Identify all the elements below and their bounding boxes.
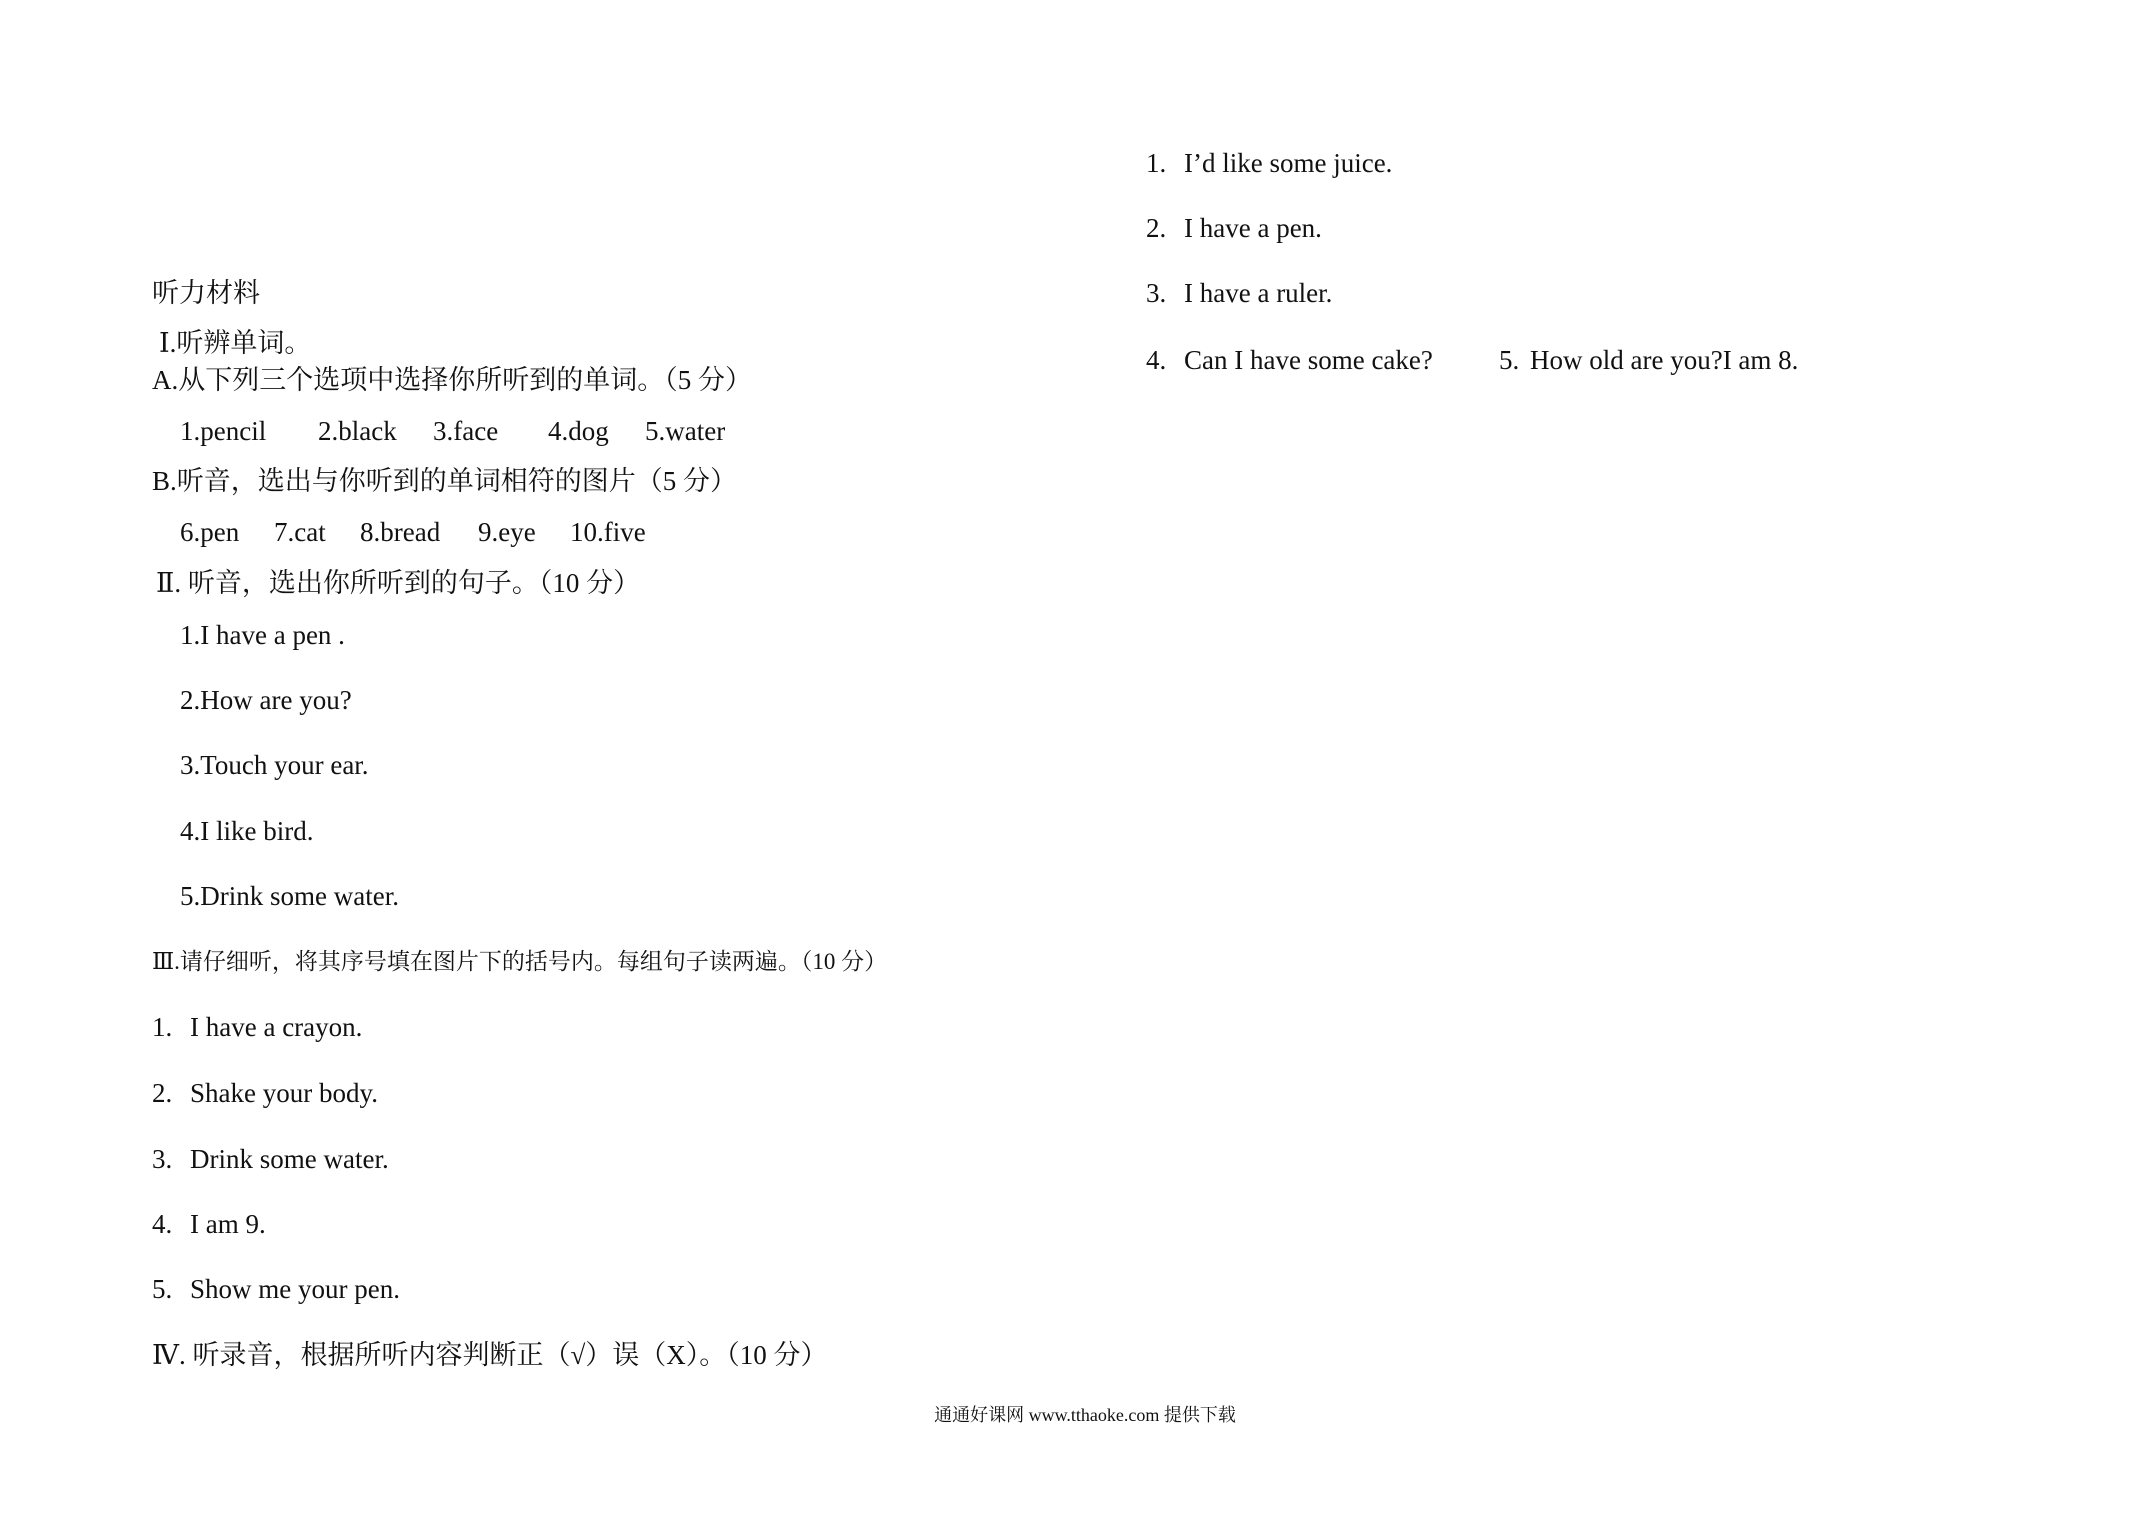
list-item: 9.eye bbox=[478, 517, 536, 547]
item-text: I have a pen. bbox=[1184, 213, 1322, 243]
item-number: 1. bbox=[1146, 148, 1167, 178]
list-item: 4.dog bbox=[548, 416, 609, 446]
item-text: Show me your pen. bbox=[190, 1274, 400, 1304]
item-text: Drink some water. bbox=[190, 1144, 389, 1174]
item-text: Shake your body. bbox=[190, 1078, 378, 1108]
item-number: 4. bbox=[1146, 345, 1167, 375]
item-number: 2. bbox=[1146, 213, 1167, 243]
list-item: 5.water bbox=[645, 416, 726, 446]
item-number: 3. bbox=[1146, 278, 1167, 308]
item-number: 3. bbox=[152, 1144, 173, 1174]
item-text: I have a ruler. bbox=[1184, 278, 1333, 308]
list-item: 8.bread bbox=[360, 517, 441, 547]
list-item: 2.black bbox=[318, 416, 397, 446]
item-text: I am 9. bbox=[190, 1209, 266, 1239]
list-item: 1.I have a pen . bbox=[180, 620, 345, 650]
item-number: 4. bbox=[152, 1209, 173, 1239]
section4-heading: Ⅳ. 听录音，根据所听内容判断正（√）误（X）。（10 分） bbox=[152, 1340, 828, 1370]
item-number: 5. bbox=[1499, 345, 1520, 375]
part-b-heading: B.听音，选出与你听到的单词相符的图片（5 分） bbox=[152, 466, 738, 496]
item-text: I’d like some juice. bbox=[1184, 148, 1393, 178]
section1-heading: Ⅰ.听辨单词。 bbox=[159, 328, 312, 358]
list-item: 2.How are you? bbox=[180, 685, 352, 715]
list-item: 7.cat bbox=[274, 517, 326, 547]
footer-credit: 通通好课网 www.tthaoke.com 提供下载 bbox=[934, 1405, 1236, 1425]
list-item: 5.Drink some water. bbox=[180, 881, 399, 911]
item-text: How old are you?I am 8. bbox=[1530, 345, 1799, 375]
section3-heading: Ⅲ.请仔细听，将其序号填在图片下的括号内。每组句子读两遍。（10 分） bbox=[152, 949, 888, 974]
item-number: 1. bbox=[152, 1012, 173, 1042]
list-item: 4.I like bird. bbox=[180, 816, 314, 846]
section2-heading: Ⅱ. 听音，选出你所听到的句子。（10 分） bbox=[156, 568, 641, 598]
list-item: 10.five bbox=[570, 517, 646, 547]
item-number: 5. bbox=[152, 1274, 173, 1304]
item-number: 2. bbox=[152, 1078, 173, 1108]
list-item: 1.pencil bbox=[180, 416, 267, 446]
list-item: 3.Touch your ear. bbox=[180, 750, 369, 780]
page-title: 听力材料 bbox=[152, 278, 260, 308]
part-a-heading: A.从下列三个选项中选择你所听到的单词。（5 分） bbox=[152, 365, 752, 395]
item-text: Can I have some cake? bbox=[1184, 345, 1433, 375]
item-text: I have a crayon. bbox=[190, 1012, 363, 1042]
list-item: 3.face bbox=[433, 416, 499, 446]
list-item: 6.pen bbox=[180, 517, 240, 547]
